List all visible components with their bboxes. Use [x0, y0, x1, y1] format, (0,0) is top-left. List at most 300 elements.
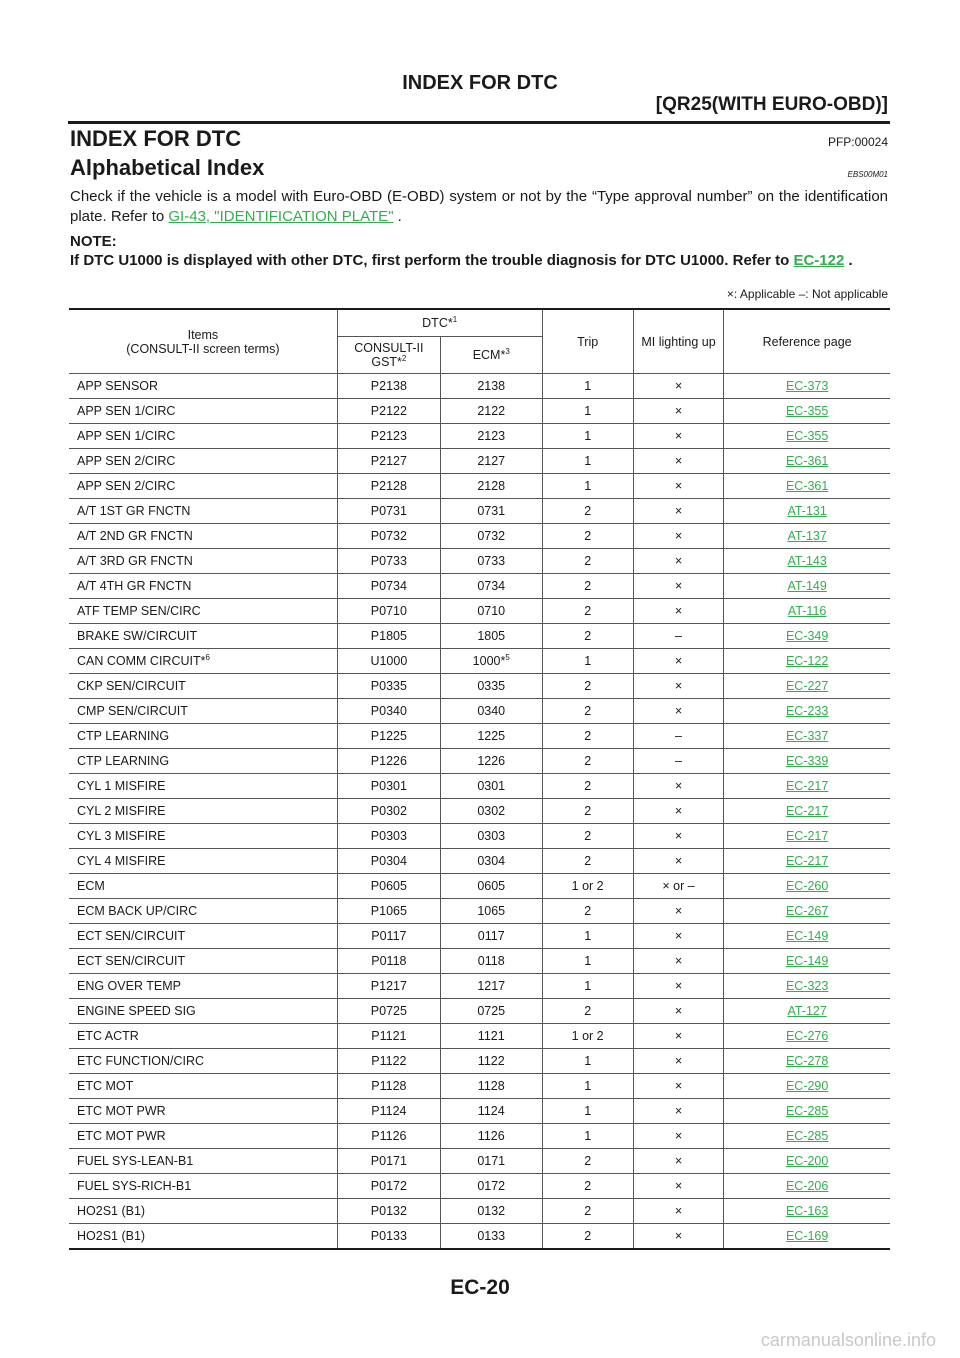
header-dtc: DTC*$^1$ — [337, 309, 542, 337]
cell-mi: × — [633, 949, 724, 974]
cell-trip: 1 — [542, 474, 633, 499]
table-row — [69, 899, 890, 924]
table-row — [69, 1099, 890, 1124]
table-row — [69, 974, 890, 999]
cell-ecm: 0117 — [440, 924, 542, 949]
cell-reference — [724, 774, 890, 799]
cell-item: FUEL SYS-RICH-B1 — [69, 1174, 337, 1199]
cell-consult: P0734 — [337, 574, 440, 599]
cell-ecm: 1225 — [440, 724, 542, 749]
cell-consult: P0340 — [337, 699, 440, 724]
cell-mi: × — [633, 549, 724, 574]
reference-link[interactable]: EC-149 — [785, 954, 829, 968]
cell-ecm: 1126 — [440, 1124, 542, 1149]
cell-consult: P1128 — [337, 1074, 440, 1099]
cell-ecm: 0710 — [440, 599, 542, 624]
cell-item: ETC ACTR — [69, 1024, 337, 1049]
cell-mi: – — [633, 724, 724, 749]
cell-trip: 2 — [542, 899, 633, 924]
reference-link[interactable]: EC-217 — [785, 854, 829, 868]
cell-trip: 1 — [542, 924, 633, 949]
cell-consult: P0731 — [337, 499, 440, 524]
cell-consult: P0303 — [337, 824, 440, 849]
cell-consult: P0302 — [337, 799, 440, 824]
header-items-label: Items — [187, 327, 219, 342]
cell-consult: P0118 — [337, 949, 440, 974]
header-items-sub: (CONSULT-II screen terms) — [126, 341, 280, 356]
reference-link[interactable]: EC-217 — [785, 779, 829, 793]
cell-trip: 1 or 2 — [542, 1024, 633, 1049]
reference-link[interactable]: EC-227 — [785, 679, 829, 693]
ebs-code: EBS00M01 — [847, 170, 888, 179]
cell-ecm: 0301 — [440, 774, 542, 799]
cell-ecm: 0732 — [440, 524, 542, 549]
note-text — [70, 251, 888, 271]
cell-ecm: 0304 — [440, 849, 542, 874]
cell-item: BRAKE SW/CIRCUIT — [69, 624, 337, 649]
cell-consult: P1217 — [337, 974, 440, 999]
table-row — [69, 874, 890, 899]
cell-ecm: 2127 — [440, 449, 542, 474]
cell-mi: × — [633, 474, 724, 499]
cell-ecm: 0172 — [440, 1174, 542, 1199]
cell-mi: × — [633, 849, 724, 874]
cell-trip: 2 — [542, 574, 633, 599]
cell-reference — [724, 924, 890, 949]
cell-trip: 2 — [542, 724, 633, 749]
watermark: carmanualsonline.info — [760, 1330, 936, 1350]
cell-trip: 2 — [542, 749, 633, 774]
cell-ecm: 0340 — [440, 699, 542, 724]
table-row — [69, 599, 890, 624]
cell-consult: P2128 — [337, 474, 440, 499]
cell-reference — [724, 899, 890, 924]
cell-trip: 1 — [542, 1049, 633, 1074]
table-row — [69, 724, 890, 749]
cell-reference — [724, 399, 890, 424]
cell-item: CYL 4 MISFIRE — [69, 849, 337, 874]
cell-item: HO2S1 (B1) — [69, 1199, 337, 1224]
cell-mi: × — [633, 674, 724, 699]
table-row — [69, 649, 890, 674]
cell-item: HO2S1 (B1) — [69, 1224, 337, 1250]
cell-mi: × — [633, 799, 724, 824]
cell-mi: × — [633, 999, 724, 1024]
cell-ecm: 0133 — [440, 1224, 542, 1250]
reference-link[interactable]: EC-217 — [785, 829, 829, 843]
cell-mi: × — [633, 1049, 724, 1074]
cell-consult: P0733 — [337, 549, 440, 574]
note-end: . — [844, 252, 853, 269]
cell-mi: × — [633, 899, 724, 924]
cell-consult: P1122 — [337, 1049, 440, 1074]
cell-trip: 1 — [542, 424, 633, 449]
header-items — [69, 309, 337, 374]
cell-trip: 2 — [542, 624, 633, 649]
reference-link[interactable]: EC-149 — [785, 929, 829, 943]
cell-trip: 2 — [542, 1149, 633, 1174]
cell-ecm: 1121 — [440, 1024, 542, 1049]
cell-trip: 2 — [542, 674, 633, 699]
table-row — [69, 1074, 890, 1099]
cell-mi: × — [633, 699, 724, 724]
cell-ecm: 0605 — [440, 874, 542, 899]
table-row — [69, 849, 890, 874]
cell-item: A/T 2ND GR FNCTN — [69, 524, 337, 549]
cell-reference — [724, 749, 890, 774]
table-row — [69, 749, 890, 774]
cell-item: A/T 3RD GR FNCTN — [69, 549, 337, 574]
cell-item: A/T 4TH GR FNCTN — [69, 574, 337, 599]
cell-consult: P0172 — [337, 1174, 440, 1199]
cell-item: ETC MOT — [69, 1074, 337, 1099]
reference-link[interactable]: EC-276 — [785, 1029, 829, 1043]
table-row — [69, 799, 890, 824]
table-row — [69, 474, 890, 499]
cell-ecm: 1805 — [440, 624, 542, 649]
cell-item: APP SEN 1/CIRC — [69, 424, 337, 449]
cell-ecm: 2138 — [440, 374, 542, 399]
cell-mi: × — [633, 1174, 724, 1199]
cell-consult: P2127 — [337, 449, 440, 474]
cell-ecm: 1122 — [440, 1049, 542, 1074]
reference-link[interactable]: EC-267 — [785, 904, 829, 918]
cell-mi: – — [633, 624, 724, 649]
cell-reference — [724, 1074, 890, 1099]
table-row — [69, 1174, 890, 1199]
header-consult: CONSULT-II GST*$^2$ — [337, 337, 440, 374]
cell-item: ECT SEN/CIRCUIT — [69, 949, 337, 974]
reference-link[interactable]: EC-200 — [785, 1154, 829, 1168]
table-row — [69, 424, 890, 449]
cell-item: ECT SEN/CIRCUIT — [69, 924, 337, 949]
reference-link[interactable]: AT-131 — [787, 504, 827, 518]
ec-122-link[interactable]: EC-122 — [793, 252, 845, 269]
cell-mi: – — [633, 749, 724, 774]
cell-trip: 2 — [542, 524, 633, 549]
table-row — [69, 774, 890, 799]
cell-trip: 2 — [542, 799, 633, 824]
table-row — [69, 674, 890, 699]
table-row — [69, 624, 890, 649]
reference-link[interactable]: EC-206 — [785, 1179, 829, 1193]
cell-ecm: 1000*$^5$ — [440, 649, 542, 674]
cell-item: ETC MOT PWR — [69, 1099, 337, 1124]
cell-consult: P0725 — [337, 999, 440, 1024]
cell-item: ATF TEMP SEN/CIRC — [69, 599, 337, 624]
cell-mi: × — [633, 499, 724, 524]
cell-consult: P1126 — [337, 1124, 440, 1149]
cell-reference — [724, 849, 890, 874]
cell-ecm: 2122 — [440, 399, 542, 424]
cell-reference — [724, 424, 890, 449]
cell-reference — [724, 1124, 890, 1149]
table-row — [69, 924, 890, 949]
reference-link[interactable]: AT-137 — [787, 529, 827, 543]
intro-paragraph — [70, 187, 888, 227]
cell-trip: 2 — [542, 549, 633, 574]
cell-reference — [724, 874, 890, 899]
subsection-title: Alphabetical Index — [70, 155, 265, 180]
table-row — [69, 1149, 890, 1174]
cell-mi: × — [633, 824, 724, 849]
cell-consult: P1226 — [337, 749, 440, 774]
cell-reference — [724, 1099, 890, 1124]
cell-trip: 1 — [542, 974, 633, 999]
cell-reference — [724, 999, 890, 1024]
cell-item: ETC FUNCTION/CIRC — [69, 1049, 337, 1074]
cell-consult: P0171 — [337, 1149, 440, 1174]
cell-consult: P0710 — [337, 599, 440, 624]
cell-reference — [724, 1174, 890, 1199]
reference-link[interactable]: EC-217 — [785, 804, 829, 818]
cell-ecm: 0335 — [440, 674, 542, 699]
cell-reference — [724, 699, 890, 724]
reference-link[interactable]: AT-116 — [787, 604, 827, 618]
header-ecm: ECM*$^3$ — [440, 337, 542, 374]
cell-reference — [724, 549, 890, 574]
cell-mi: × — [633, 449, 724, 474]
reference-link[interactable]: EC-337 — [785, 729, 829, 743]
cell-trip: 1 — [542, 1124, 633, 1149]
table-row — [69, 949, 890, 974]
table-row — [69, 449, 890, 474]
reference-link[interactable]: AT-149 — [787, 579, 827, 593]
table-row — [69, 399, 890, 424]
cell-item: CAN COMM CIRCUIT*$^6$ — [69, 649, 337, 674]
cell-consult: P1225 — [337, 724, 440, 749]
cell-ecm: 0725 — [440, 999, 542, 1024]
table-row — [69, 574, 890, 599]
note-heading: NOTE: — [70, 233, 117, 250]
reference-link[interactable]: EC-361 — [785, 479, 829, 493]
cell-ecm: 0171 — [440, 1149, 542, 1174]
cell-trip: 2 — [542, 1199, 633, 1224]
cell-reference — [724, 1049, 890, 1074]
cell-item: CTP LEARNING — [69, 749, 337, 774]
table-row — [69, 1224, 890, 1250]
cell-ecm: 2128 — [440, 474, 542, 499]
cell-mi: × — [633, 574, 724, 599]
cell-reference — [724, 1199, 890, 1224]
cell-ecm: 0302 — [440, 799, 542, 824]
reference-link[interactable]: EC-233 — [785, 704, 829, 718]
cell-consult: P1121 — [337, 1024, 440, 1049]
cell-ecm: 1226 — [440, 749, 542, 774]
reference-link[interactable]: EC-355 — [785, 404, 829, 418]
cell-reference — [724, 824, 890, 849]
reference-link[interactable]: EC-278 — [785, 1054, 829, 1068]
cell-item: CYL 2 MISFIRE — [69, 799, 337, 824]
cell-reference — [724, 724, 890, 749]
cell-consult: P0133 — [337, 1224, 440, 1250]
cell-reference — [724, 799, 890, 824]
reference-link[interactable]: AT-127 — [787, 1004, 827, 1018]
reference-link[interactable]: AT-143 — [787, 554, 827, 568]
table-row — [69, 999, 890, 1024]
reference-link[interactable]: EC-285 — [785, 1129, 829, 1143]
cell-mi: × — [633, 1199, 724, 1224]
pfp-code: PFP:00024 — [827, 135, 888, 149]
dtc-index-table — [69, 308, 890, 1250]
cell-trip: 1 or 2 — [542, 874, 633, 899]
cell-reference — [724, 374, 890, 399]
note-body: If DTC U1000 is displayed with other DTC, first perform the trouble diagnosis for DTC U1000. Refer to — [70, 252, 794, 269]
cell-trip: 2 — [542, 824, 633, 849]
cell-consult: P2138 — [337, 374, 440, 399]
cell-item: CMP SEN/CIRCUIT — [69, 699, 337, 724]
cell-trip: 2 — [542, 849, 633, 874]
cell-mi: × — [633, 1099, 724, 1124]
reference-link[interactable]: EC-323 — [785, 979, 829, 993]
cell-trip: 2 — [542, 699, 633, 724]
header-trip: Trip — [542, 309, 633, 374]
table-legend: ×: Applicable –: Not applicable — [726, 287, 888, 301]
cell-reference — [724, 499, 890, 524]
intro-text: Check if the vehicle is a model with Euro-OBD (E-OBD) system or not by the “Type approval number” on the identification plate. Refer to — [70, 188, 888, 225]
reference-link[interactable]: EC-260 — [785, 879, 829, 893]
cell-reference — [724, 1024, 890, 1049]
cell-ecm: 0132 — [440, 1199, 542, 1224]
table-row — [69, 549, 890, 574]
cell-item: CKP SEN/CIRCUIT — [69, 674, 337, 699]
cell-item: ETC MOT PWR — [69, 1124, 337, 1149]
cell-reference — [724, 624, 890, 649]
table-row — [69, 824, 890, 849]
cell-mi: × — [633, 1224, 724, 1250]
cell-trip: 1 — [542, 399, 633, 424]
cell-trip: 2 — [542, 1174, 633, 1199]
reference-link[interactable]: EC-122 — [785, 654, 829, 668]
table-row — [69, 1049, 890, 1074]
cell-item: ENG OVER TEMP — [69, 974, 337, 999]
cell-reference — [724, 524, 890, 549]
cell-ecm: 1065 — [440, 899, 542, 924]
cell-trip: 1 — [542, 1099, 633, 1124]
cell-mi: × — [633, 399, 724, 424]
cell-mi: × — [633, 1149, 724, 1174]
table-row — [69, 1024, 890, 1049]
cell-trip: 2 — [542, 774, 633, 799]
cell-reference — [724, 674, 890, 699]
cell-item: APP SENSOR — [69, 374, 337, 399]
cell-reference — [724, 574, 890, 599]
cell-trip: 2 — [542, 499, 633, 524]
reference-link[interactable]: EC-361 — [785, 454, 829, 468]
reference-link[interactable]: EC-355 — [785, 429, 829, 443]
cell-consult: U1000 — [337, 649, 440, 674]
reference-link[interactable]: EC-373 — [785, 379, 829, 393]
cell-trip: 2 — [542, 1224, 633, 1250]
cell-consult: P0132 — [337, 1199, 440, 1224]
cell-trip: 1 — [542, 449, 633, 474]
cell-ecm: 1128 — [440, 1074, 542, 1099]
cell-item: A/T 1ST GR FNCTN — [69, 499, 337, 524]
cell-ecm: 1124 — [440, 1099, 542, 1124]
cell-ecm: 1217 — [440, 974, 542, 999]
running-header-title: INDEX FOR DTC — [402, 72, 558, 94]
cell-mi: × — [633, 774, 724, 799]
cell-ecm: 0733 — [440, 549, 542, 574]
cell-mi: × — [633, 374, 724, 399]
reference-link[interactable]: EC-290 — [785, 1079, 829, 1093]
table-row — [69, 524, 890, 549]
cell-reference — [724, 649, 890, 674]
table-row — [69, 1199, 890, 1224]
cell-reference — [724, 974, 890, 999]
cell-item: CYL 3 MISFIRE — [69, 824, 337, 849]
table-row — [69, 699, 890, 724]
cell-item: ECM — [69, 874, 337, 899]
cell-consult: P0301 — [337, 774, 440, 799]
cell-ecm: 0118 — [440, 949, 542, 974]
cell-reference — [724, 949, 890, 974]
header-mi: MI lighting up — [633, 309, 724, 374]
cell-ecm: 0731 — [440, 499, 542, 524]
intro-text-end: . — [393, 208, 402, 225]
cell-reference — [724, 599, 890, 624]
reference-link[interactable]: EC-169 — [785, 1229, 829, 1243]
cell-consult: P0117 — [337, 924, 440, 949]
cell-mi: × or – — [633, 874, 724, 899]
cell-item: FUEL SYS-LEAN-B1 — [69, 1149, 337, 1174]
cell-consult: P1065 — [337, 899, 440, 924]
cell-trip: 1 — [542, 1074, 633, 1099]
cell-ecm: 0734 — [440, 574, 542, 599]
cell-mi: × — [633, 1124, 724, 1149]
cell-consult: P1124 — [337, 1099, 440, 1124]
cell-reference — [724, 1149, 890, 1174]
cell-mi: × — [633, 924, 724, 949]
reference-link[interactable]: EC-349 — [785, 629, 829, 643]
cell-ecm: 0303 — [440, 824, 542, 849]
cell-reference — [724, 1224, 890, 1250]
reference-link[interactable]: EC-163 — [785, 1204, 829, 1218]
cell-trip: 2 — [542, 999, 633, 1024]
cell-consult: P0304 — [337, 849, 440, 874]
cell-reference — [724, 449, 890, 474]
page-number: EC-20 — [450, 1276, 510, 1299]
cell-mi: × — [633, 599, 724, 624]
cell-mi: × — [633, 1024, 724, 1049]
cell-item: ENGINE SPEED SIG — [69, 999, 337, 1024]
cell-consult: P2123 — [337, 424, 440, 449]
cell-item: ECM BACK UP/CIRC — [69, 899, 337, 924]
cell-item: APP SEN 2/CIRC — [69, 449, 337, 474]
cell-trip: 2 — [542, 599, 633, 624]
cell-mi: × — [633, 1074, 724, 1099]
cell-item: APP SEN 1/CIRC — [69, 399, 337, 424]
header-rule — [68, 121, 890, 124]
cell-consult: P1805 — [337, 624, 440, 649]
reference-link[interactable]: EC-285 — [785, 1104, 829, 1118]
cell-mi: × — [633, 649, 724, 674]
cell-consult: P0335 — [337, 674, 440, 699]
cell-ecm: 2123 — [440, 424, 542, 449]
cell-trip: 1 — [542, 649, 633, 674]
reference-link[interactable]: EC-339 — [785, 754, 829, 768]
table-row — [69, 374, 890, 399]
header-reference: Reference page — [724, 309, 890, 374]
running-header-model: [QR25(WITH EURO-OBD)] — [655, 94, 888, 115]
cell-reference — [724, 474, 890, 499]
cell-mi: × — [633, 974, 724, 999]
identification-plate-link[interactable]: GI-43, "IDENTIFICATION PLATE" — [168, 208, 394, 225]
section-title: INDEX FOR DTC — [70, 126, 242, 151]
cell-consult: P2122 — [337, 399, 440, 424]
cell-consult: P0732 — [337, 524, 440, 549]
table-row — [69, 1124, 890, 1149]
